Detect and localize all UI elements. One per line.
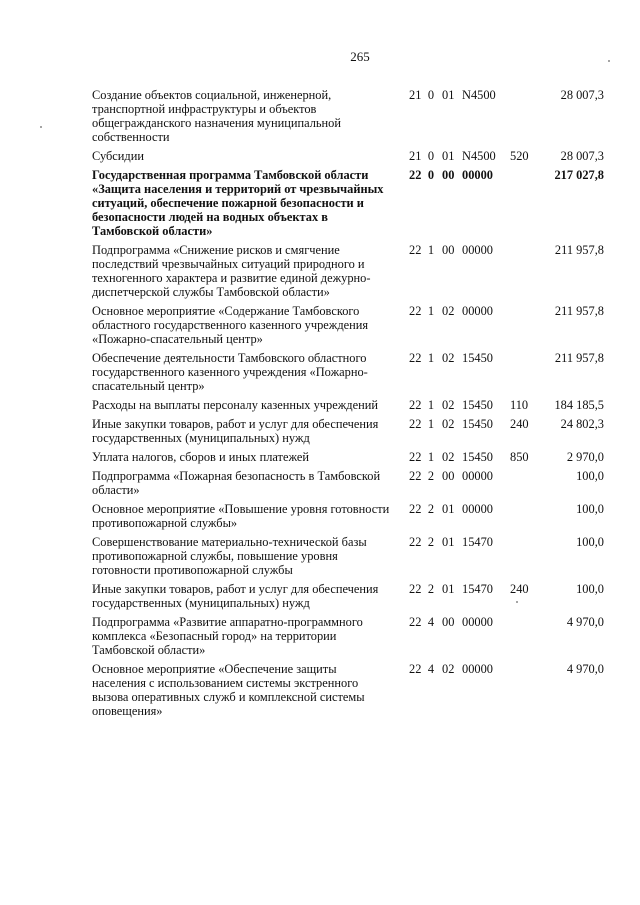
main-activity-code: 02 (442, 450, 455, 464)
row-amount: 100,0 (576, 502, 604, 516)
program-code: 22 (409, 243, 422, 257)
row-name: Совершенствование материально-технической базы противопожарной службы, повышение уровня готовности противопожарной службы (92, 535, 367, 577)
row-amount: 184 185,5 (554, 398, 604, 412)
table-row (92, 502, 604, 530)
program-code: 22 (409, 398, 422, 412)
direction-code: 00000 (462, 502, 493, 516)
subprogram-code: 1 (427, 417, 435, 431)
direction-code: 00000 (462, 662, 493, 676)
row-name: Государственная программа Тамбовской области «Защита населения и территорий от чрезвычайных ситуаций, обеспечение пожарной безопасности и безопасности людей на водных объектах в Тамбовской области» (92, 168, 384, 238)
table-row (92, 168, 604, 238)
scan-speck (40, 126, 42, 128)
program-code: 22 (409, 535, 422, 549)
main-activity-code: 02 (442, 417, 455, 431)
direction-code: 00000 (462, 304, 493, 318)
direction-code: N4500 (462, 88, 496, 102)
program-code: 22 (409, 168, 422, 182)
table-row (92, 450, 604, 464)
row-name: Субсидии (92, 149, 144, 163)
table-row (92, 243, 604, 299)
expense-type-code: 850 (510, 450, 529, 464)
main-activity-code: 01 (442, 502, 455, 516)
main-activity-code: 02 (442, 351, 455, 365)
subprogram-code: 1 (427, 243, 435, 257)
expense-type-code: 110 (510, 398, 529, 412)
direction-code: 15450 (462, 417, 493, 431)
direction-code: 15450 (462, 351, 493, 365)
subprogram-code: 0 (427, 149, 435, 163)
row-name: Подпрограмма «Снижение рисков и смягчение последствий чрезвычайных ситуаций природного и техногенного характера и развитие единой дежурно-диспетчерской службы Тамбовской области» (92, 243, 371, 299)
row-amount: 211 957,8 (554, 304, 604, 318)
direction-code: 15470 (462, 535, 493, 549)
table-row (92, 417, 604, 445)
program-code: 22 (409, 615, 422, 629)
row-name: Основное мероприятие «Повышение уровня готовности противопожарной службы» (92, 502, 390, 530)
program-code: 22 (409, 450, 422, 464)
row-amount: 2 970,0 (566, 450, 604, 464)
program-code: 22 (409, 417, 422, 431)
direction-code: 00000 (462, 469, 493, 483)
main-activity-code: 01 (442, 582, 455, 596)
direction-code: 00000 (462, 168, 493, 182)
main-activity-code: 00 (442, 469, 455, 483)
subprogram-code: 4 (427, 662, 435, 676)
main-activity-code: 00 (442, 615, 455, 629)
main-activity-code: 01 (442, 535, 455, 549)
table-row (92, 615, 604, 657)
subprogram-code: 1 (427, 304, 435, 318)
subprogram-code: 2 (427, 582, 435, 596)
row-name: Уплата налогов, сборов и иных платежей (92, 450, 310, 464)
table-row (92, 469, 604, 497)
subprogram-code: 0 (427, 168, 435, 182)
direction-code: 15450 (462, 398, 493, 412)
table-row (92, 582, 604, 610)
table-row (92, 662, 604, 718)
program-code: 22 (409, 469, 422, 483)
program-code: 21 (409, 88, 422, 102)
row-amount: 211 957,8 (554, 243, 604, 257)
direction-code: 00000 (462, 243, 493, 257)
subprogram-code: 2 (427, 502, 435, 516)
main-activity-code: 02 (442, 398, 455, 412)
row-name: Основное мероприятие «Обеспечение защиты населения с использованием системы экстренного вызова оперативных служб и комплексной системы оповещения» (92, 662, 365, 718)
program-code: 21 (409, 149, 422, 163)
row-name: Создание объектов социальной, инженерной, транспортной инфраструктуры и объектов общегражданского назначения муниципальной собственности (92, 88, 342, 144)
direction-code: 00000 (462, 615, 493, 629)
row-amount: 217 027,8 (554, 168, 604, 182)
budget-table (92, 88, 604, 723)
row-name: Подпрограмма «Пожарная безопасность в Тамбовской области» (92, 469, 381, 497)
main-activity-code: 02 (442, 662, 455, 676)
row-name: Расходы на выплаты персоналу казенных учреждений (92, 398, 378, 412)
row-amount: 4 970,0 (566, 615, 604, 629)
main-activity-code: 00 (442, 168, 455, 182)
expense-type-code: 240 (510, 582, 529, 596)
row-name: Иные закупки товаров, работ и услуг для обеспечения государственных (муниципальных) нужд (92, 582, 379, 610)
subprogram-code: 2 (427, 469, 435, 483)
direction-code: N4500 (462, 149, 496, 163)
row-name: Основное мероприятие «Содержание Тамбовского областного государственного казенного учреждения «Пожарно-спасательный центр» (92, 304, 369, 346)
main-activity-code: 00 (442, 243, 455, 257)
row-amount: 4 970,0 (566, 662, 604, 676)
program-code: 22 (409, 582, 422, 596)
row-name: Иные закупки товаров, работ и услуг для обеспечения государственных (муниципальных) нужд (92, 417, 379, 445)
program-code: 22 (409, 662, 422, 676)
expense-type-code: 240 (510, 417, 529, 431)
main-activity-code: 01 (442, 88, 455, 102)
program-code: 22 (409, 502, 422, 516)
subprogram-code: 1 (427, 450, 435, 464)
table-row (92, 351, 604, 393)
page-number: 265 (350, 49, 370, 64)
program-code: 22 (409, 351, 422, 365)
subprogram-code: 4 (427, 615, 435, 629)
subprogram-code: 1 (427, 398, 435, 412)
row-amount: 100,0 (576, 469, 604, 483)
row-amount: 28 007,3 (560, 88, 604, 102)
row-amount: 28 007,3 (560, 149, 604, 163)
direction-code: 15470 (462, 582, 493, 596)
expense-type-code: 520 (510, 149, 529, 163)
subprogram-code: 1 (427, 351, 435, 365)
table-row (92, 535, 604, 577)
program-code: 22 (409, 304, 422, 318)
row-amount: 24 802,3 (560, 417, 604, 431)
scan-speck (608, 60, 610, 62)
row-name: Обеспечение деятельности Тамбовского областного государственного казенного учреждения «Пожарно-спасательный центр» (92, 351, 368, 393)
main-activity-code: 02 (442, 304, 455, 318)
table-row (92, 88, 604, 144)
row-amount: 100,0 (576, 582, 604, 596)
row-name: Подпрограмма «Развитие аппаратно-программного комплекса «Безопасный город» на территории Тамбовской области» (92, 615, 363, 657)
table-row (92, 398, 604, 412)
subprogram-code: 2 (427, 535, 435, 549)
table-row (92, 304, 604, 346)
subprogram-code: 0 (427, 88, 435, 102)
row-amount: 211 957,8 (554, 351, 604, 365)
scan-speck (516, 601, 518, 603)
direction-code: 15450 (462, 450, 493, 464)
row-amount: 100,0 (576, 535, 604, 549)
table-row (92, 149, 604, 163)
main-activity-code: 01 (442, 149, 455, 163)
